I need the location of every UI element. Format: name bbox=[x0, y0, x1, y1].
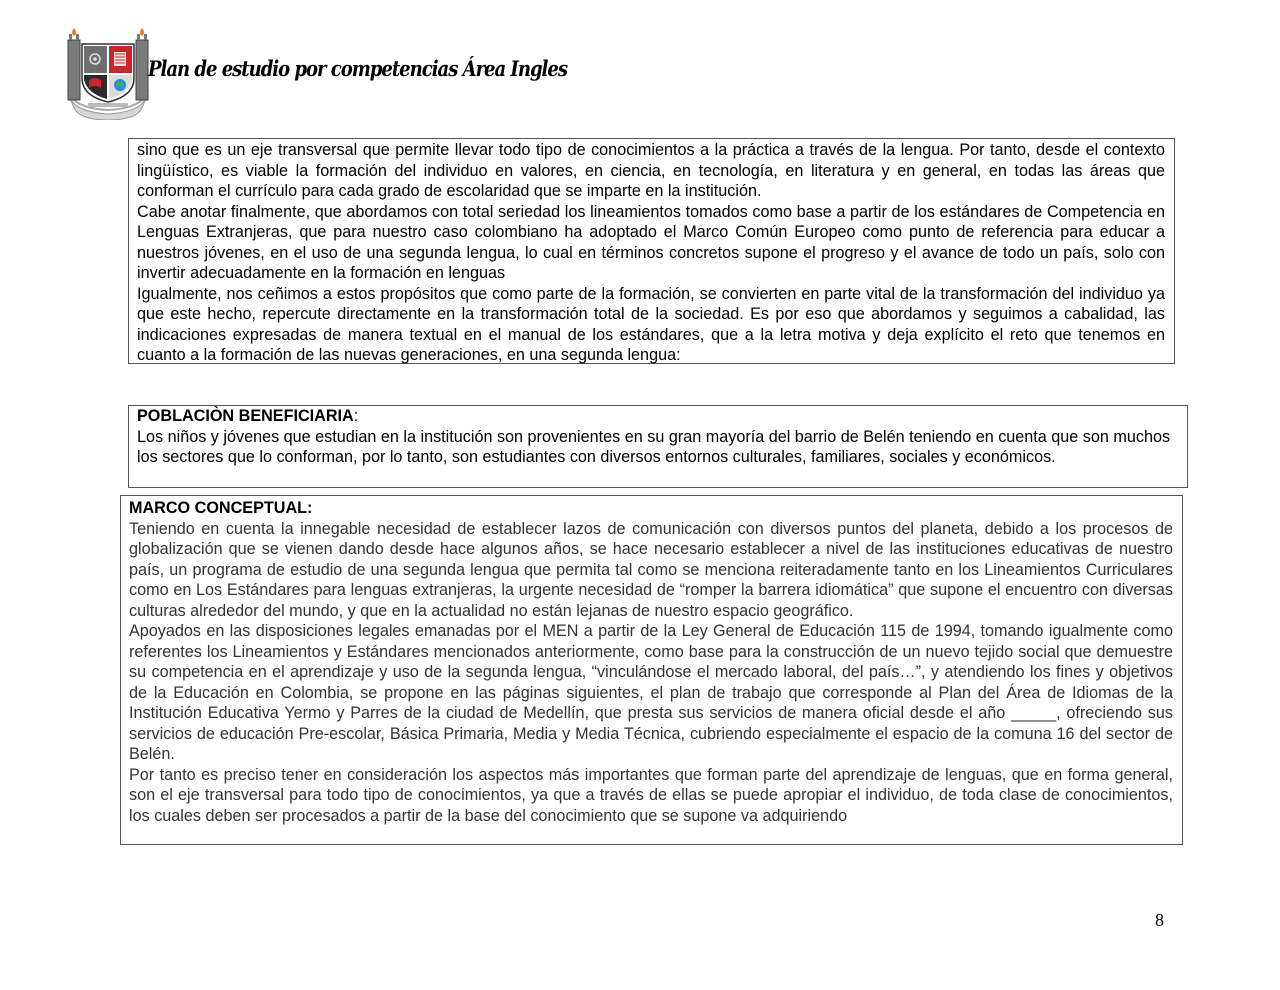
intro-paragraph: Igualmente, nos ceñimos a estos propósitos que como parte de la formación, se convierten en parte vital de la transformación del individuo ya que este hecho, repercute directamente en la transformación total de la sociedad. Es por eso que abordamos y seguimos a cabalidad, las indicaciones expresadas de manera textual en el manual de los estándares, que a la letra motiva y deja explícito el reto que tenemos en cuanto a la formación de las nuevas generaciones, en una segunda lengua: bbox=[137, 284, 1165, 364]
poblacion-heading-line bbox=[137, 406, 1172, 427]
intro-paragraph: sino que es un eje transversal que permite llevar todo tipo de conocimientos a la práctica a través de la lengua. Por tanto, desde el contexto lingüístico, es viable la formación del individuo en valores, en ciencia, en tecnología, en literatura y en general, en todas las áreas que conforman el currículo para cada grado de escolaridad que se imparte en la institución. bbox=[137, 141, 1165, 200]
school-crest-icon bbox=[66, 28, 150, 120]
page-header bbox=[66, 28, 567, 122]
marco-paragraph: Teniendo en cuenta la innegable necesidad de establecer lazos de comunicación con diversos puntos del planeta, debido a los procesos de globalización que se vienen dando desde hace algunos años, se hace necesario establecer a nivel de las instituciones educativas de nuestro país, un programa de estudio de una segunda lengua que permita tal como se menciona reiteradamente tanto en los Lineamientos Curriculares como en Los Estándares para lenguas extranjeras, la urgente necesidad de “romper la barrera idiomática” que supone el encuentro con diversas culturas alrededor del mundo, y que en la actualidad no están lejanas de nuestro espacio geográfico. bbox=[129, 519, 1173, 620]
poblacion-heading-colon: : bbox=[353, 407, 359, 425]
poblacion-heading: POBLACIÒN BENEFICIARIA bbox=[137, 407, 354, 425]
document-title: Plan de estudio por competencias Área Ingles bbox=[148, 56, 567, 81]
marco-heading: MARCO CONCEPTUAL: bbox=[129, 499, 313, 517]
poblacion-beneficiaria-section bbox=[128, 405, 1188, 488]
page-number: 8 bbox=[1155, 910, 1164, 930]
intro-section bbox=[128, 138, 1175, 364]
poblacion-text: Los niños y jóvenes que estudian en la institución son provenientes en su gran mayoría del barrio de Belén teniendo en cuenta que son muchos los sectores que lo conforman, por lo tanto, son estudiantes con diversos entornos culturales, familiares, sociales y económicos. bbox=[137, 427, 1171, 466]
marco-paragraph: Por tanto es preciso tener en consideración los aspectos más importantes que forman parte del aprendizaje de lenguas, que en forma general, son el eje transversal para todo tipo de conocimientos, ya que a través de ellas se puede apropiar el individuo, de toda clase de conocimientos, los cuales deben ser procesados a partir de la base del conocimiento que se supone va adquiriendo bbox=[129, 765, 1173, 825]
marco-conceptual-section bbox=[120, 495, 1183, 845]
marco-paragraph: Apoyados en las disposiciones legales emanadas por el MEN a partir de la Ley General de Educación 115 de 1994, tomando igualmente como referentes los Lineamientos y Estándares mencionados anteriormente, como base para la construcción de un nuevo tejido social que demuestre su competencia en el aprendizaje y uso de la segunda lengua, “vinculándose el mercado laboral, del país…”, y atendiendo los fines y objetivos de la Educación en Colombia, se propone en las páginas siguientes, el plan de trabajo que corresponde al Plan del Área de Idiomas de la Institución Educativa Yermo y Parres de la ciudad de Medellín, que presta sus servicios de manera oficial desde el año _____, ofreciendo sus servicios de educación Pre-escolar, Básica Primaria, Media y Media Técnica, cubriendo especialmente el espacio de la comuna 16 del sector de Belén. bbox=[129, 622, 1173, 763]
intro-paragraph: Cabe anotar finalmente, que abordamos con total seriedad los lineamientos tomados como base a partir de los estándares de Competencia en Lenguas Extranjeras, que para nuestro caso colombiano ha adoptado el Marco Común Europeo como punto de referencia para educar a nuestros jóvenes, en el uso de una segunda lengua, lo cual en términos concretos supone el progreso y el avance de todo un país, solo con invertir adecuadamente en la formación en lenguas bbox=[137, 202, 1165, 282]
